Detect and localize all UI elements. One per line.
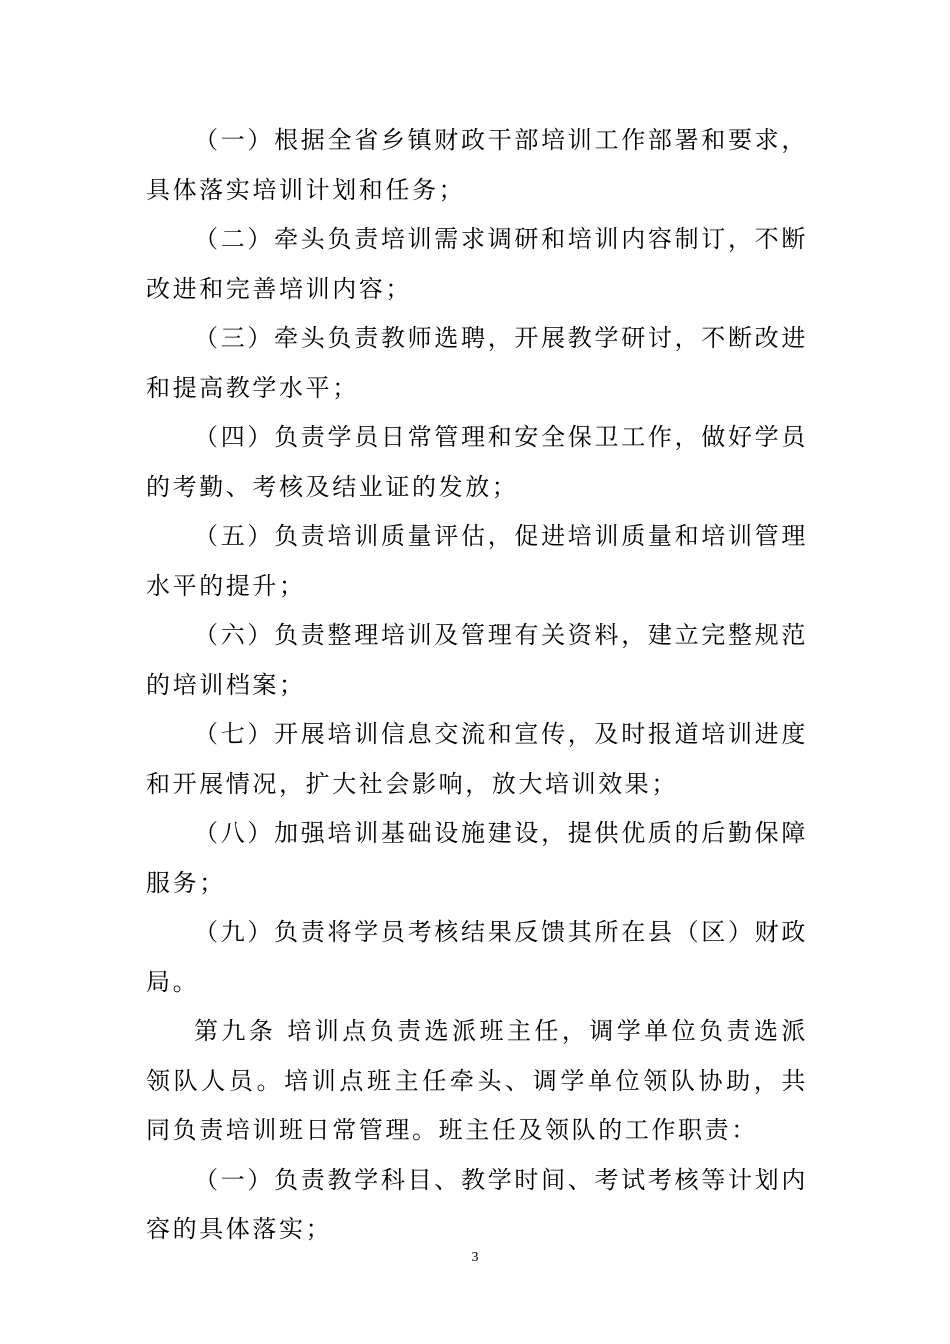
paragraph-6: （六）负责整理培训及管理有关资料，建立完整规范的培训档案； bbox=[146, 621, 808, 699]
paragraph-1: （一）根据全省乡镇财政干部培训工作部署和要求，具体落实培训计划和任务； bbox=[146, 126, 808, 204]
paragraph-2: （二）牵头负责培训需求调研和培训内容制订，不断改进和完善培训内容； bbox=[146, 225, 808, 303]
document-body bbox=[146, 116, 808, 1255]
paragraph-8: （八）加强培训基础设施建设，提供优质的后勤保障服务； bbox=[146, 819, 808, 897]
paragraph-5: （五）负责培训质量评估，促进培训质量和培训管理水平的提升； bbox=[146, 522, 808, 600]
article-9-paragraph: 第九条 培训点负责选派班主任，调学单位负责选派领队人员。培训点班主任牵头、调学单位领队协助，共同负责培训班日常管理。班主任及领队的工作职责： bbox=[146, 1017, 808, 1144]
paragraph-3: （三）牵头负责教师选聘，开展教学研讨，不断改进和提高教学水平； bbox=[146, 324, 808, 402]
paragraph-9: （九）负责将学员考核结果反馈其所在县（区）财政局。 bbox=[146, 918, 808, 996]
page-number: 3 bbox=[471, 1250, 479, 1265]
paragraph-11: （一）负责教学科目、教学时间、考试考核等计划内容的具体落实； bbox=[146, 1165, 808, 1243]
paragraph-4: （四）负责学员日常管理和安全保卫工作，做好学员的考勤、考核及结业证的发放； bbox=[146, 423, 808, 501]
paragraph-7: （七）开展培训信息交流和宣传，及时报道培训进度和开展情况，扩大社会影响，放大培训效果； bbox=[146, 720, 808, 798]
